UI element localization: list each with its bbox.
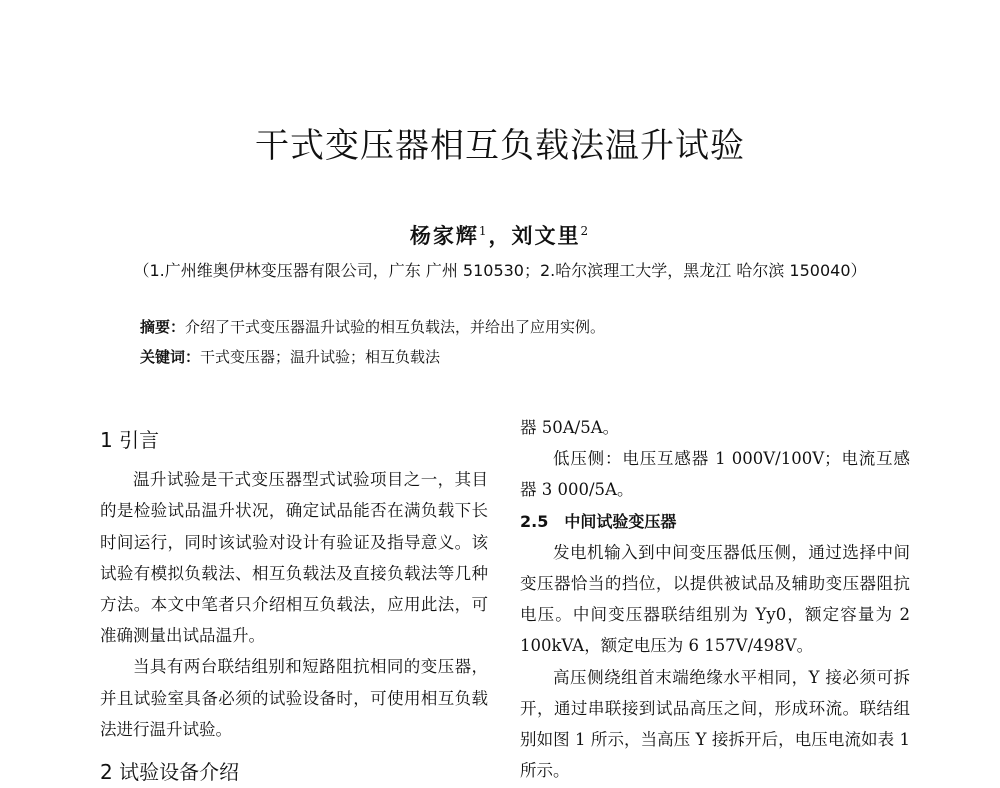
author-line (0, 220, 1000, 250)
body-paragraph: 高压侧绕组首末端绝缘水平相同，Y 接必须可拆开，通过串联接到试品高压之间，形成环流。联结组别如图 1 所示，当高压 Y 接拆开后，电压电流如表 1 所示。 (520, 667, 910, 781)
section-heading: 1 引言 (100, 428, 160, 452)
author-name: 杨家辉 (409, 223, 479, 248)
keywords (140, 346, 440, 367)
abstract (140, 316, 605, 337)
body-paragraph: 当具有两台联结组别和短路阻抗相同的变压器，并且试验室具备必须的试验设备时，可使用相互负载法进行温升试验。 (100, 657, 488, 739)
body-paragraph: 温升试验是干式变压器型式试验项目之一，其目的是检验试品温升状况，确定试品能否在满负载下长时间运行，同时该试验对设计有验证及指导意义。该试验有模拟负载法、相互负载法及直接负载法等几种方法。本文中笔者只介绍相互负载法，应用此法，可准确测量出试品温升。 (100, 470, 488, 646)
keywords-text: 干式变压器；温升试验；相互负载法 (200, 348, 441, 366)
right-column (520, 412, 910, 786)
author-affil-mark: 1 (478, 224, 489, 238)
keywords-label: 关键词： (140, 348, 201, 366)
author-name: 刘文里 (511, 223, 581, 248)
left-column (100, 425, 488, 788)
affiliation: （1.广州维奥伊林变压器有限公司，广东 广州 510530；2.哈尔滨理工大学，黑龙江 哈尔滨 150040） (133, 261, 867, 280)
subsection-heading: 2.5 中间试验变压器 (520, 511, 677, 531)
abstract-label: 摘要： (140, 318, 186, 336)
body-paragraph: 发电机输入到中间变压器低压侧，通过选择中间变压器恰当的挡位，以提供被试品及辅助变压器阻抗电压。中间变压器联结组别为 Yy0，额定容量为 2 100kVA，额定电压为 6 157V/498V。 (520, 542, 910, 656)
body-paragraph: 低压侧：电压互感器 1 000V/100V；电流互感器 3 000/5A。 (520, 449, 910, 500)
author-separator: ， (488, 223, 512, 248)
section-heading: 2 试验设备介绍 (100, 760, 240, 785)
body-line: 器 50A/5A。 (520, 418, 620, 437)
paper-title: 干式变压器相互负载法温升试验 (255, 126, 745, 166)
abstract-text: 介绍了干式变压器温升试验的相互负载法，并给出了应用实例。 (185, 318, 606, 336)
author-affil-mark: 2 (580, 224, 591, 238)
